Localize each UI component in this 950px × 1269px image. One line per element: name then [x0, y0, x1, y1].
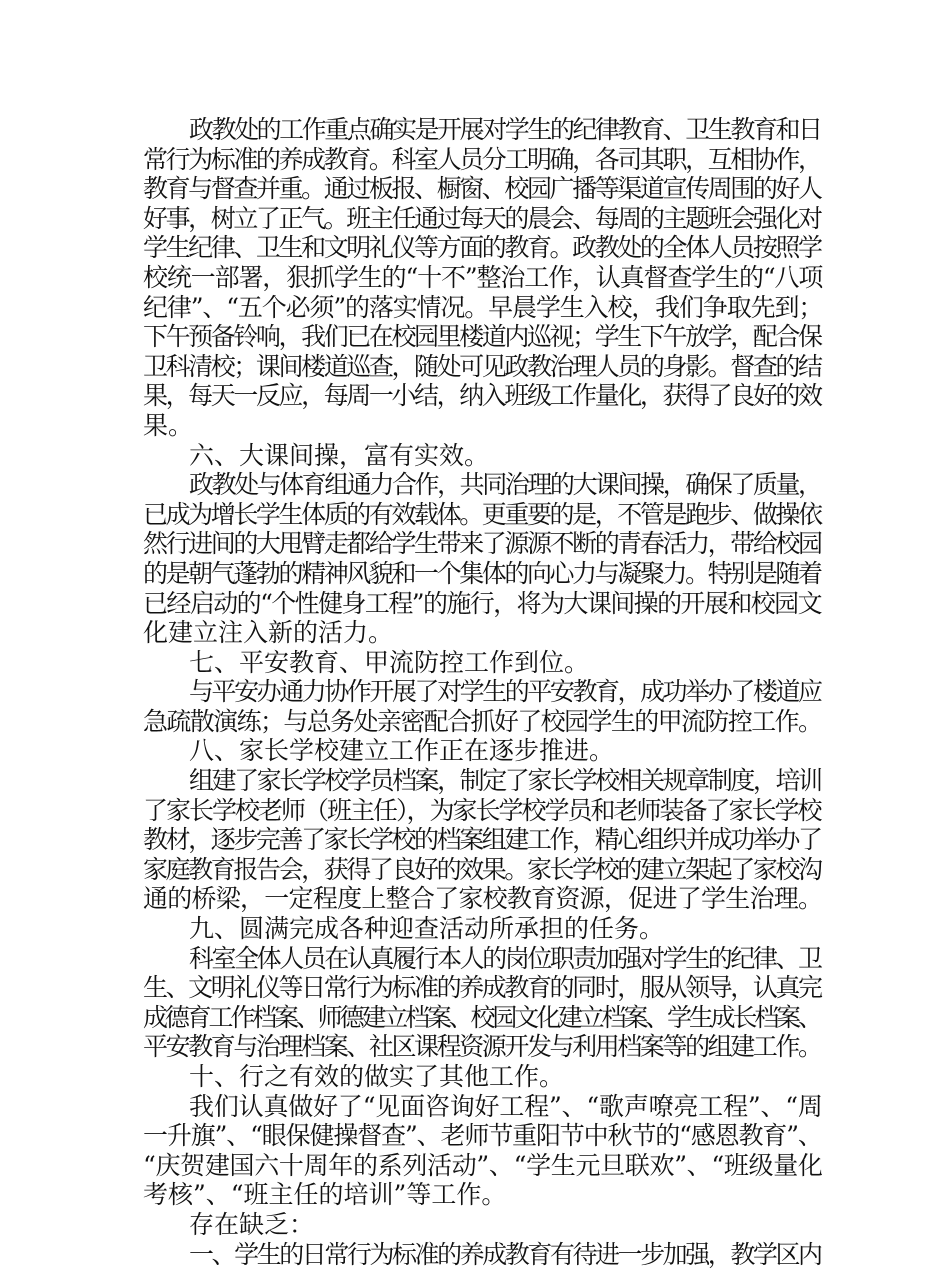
text-line: 我们认真做好了“见面咨询好工程”、“歌声嘹亮工程”、“周: [189, 1091, 823, 1121]
text-line: 组建了家长学校学员档案，制定了家长学校相关规章制度，培训: [189, 766, 821, 796]
text-line: 十、行之有效的做实了其他工作。: [189, 1062, 565, 1091]
text-line: 政教处的工作重点确实是开展对学生的纪律教育、卫生教育和日: [189, 115, 821, 144]
text-line: 六、大课间操，富有实效。: [189, 440, 490, 470]
text-line: 八、家长学校建立工作正在逐步推进。: [189, 736, 615, 766]
text-line: 与平安办通力协作开展了对学生的平安教育，成功举办了楼道应: [189, 677, 821, 707]
text-line: 存在缺乏：: [189, 1209, 315, 1239]
text-line: 已成为增长学生体质的有效载体。更重要的是，不管是跑步、做操依: [143, 499, 821, 529]
text-line: 通的桥梁，一定程度上整合了家校教育资源，促进了学生治理。: [143, 884, 823, 914]
document-page: [143, 115, 823, 1269]
text-line: 果。: [143, 410, 194, 440]
text-line: 了家长学校老师（班主任），为家长学校学员和老师装备了家长学校: [143, 795, 821, 825]
text-line: 一、学生的日常行为标准的养成教育有待进一步加强，教学区内: [189, 1239, 821, 1269]
text-line: 生、文明礼仪等日常行为标准的养成教育的同时，服从领导，认真完: [143, 973, 821, 1003]
text-line: “庆贺建国六十周年的系列活动”、“学生元旦联欢”、“班级量化: [143, 1150, 823, 1180]
text-line: 急疏散演练；与总务处亲密配合抓好了校园学生的甲流防控工作。: [143, 706, 822, 736]
text-line: 平安教育与治理档案、社区课程资源开发与利用档案等的组建工作。: [143, 1032, 821, 1062]
text-line: 政教处与体育组通力合作，共同治理的大课间操，确保了质量，: [189, 470, 821, 500]
text-line: 七、平安教育、甲流防控工作到位。: [189, 647, 590, 677]
text-line: 化建立注入新的活力。: [143, 618, 394, 648]
text-line: 纪律”、“五个必须”的落实情况。早晨学生入校，我们争取先到；: [143, 292, 823, 322]
text-line: 然行进间的大甩臂走都给学生带来了源源不断的青春活力，带给校园: [143, 529, 821, 559]
text-line: 下午预备铃响，我们已在校园里楼道内巡视；学生下午放学，配合保: [143, 322, 821, 352]
text-line: 科室全体人员在认真履行本人的岗位职责加强对学生的纪律、卫: [189, 943, 821, 973]
text-line: 教材，逐步完善了家长学校的档案组建工作，精心组织并成功举办了: [143, 825, 821, 855]
text-line: 学生纪律、卫生和文明礼仪等方面的教育。政教处的全体人员按照学: [143, 233, 821, 263]
text-line: 的是朝气蓬勃的精神风貌和一个集体的向心力与凝聚力。特别是随着: [143, 558, 821, 588]
text-line: 九、圆满完成各种迎查活动所承担的任务。: [189, 914, 665, 944]
text-line: 成德育工作档案、师德建立档案、校园文化建立档案、学生成长档案、: [143, 1002, 820, 1032]
text-line: 教育与督查并重。通过板报、橱窗、校园广播等渠道宣传周围的好人: [143, 174, 821, 204]
text-line: 家庭教育报告会，获得了良好的效果。家长学校的建立架起了家校沟: [143, 854, 821, 884]
text-line: 已经启动的“个性健身工程”的施行，将为大课间操的开展和校园文: [143, 588, 821, 618]
text-line: 好事，树立了正气。班主任通过每天的晨会、每周的主题班会强化对: [143, 203, 821, 233]
text-line: 校统一部署，狠抓学生的“十不”整治工作，认真督查学生的“八项: [143, 262, 823, 292]
text-line: 卫科清校；课间楼道巡查，随处可见政教治理人员的身影。督查的结: [143, 351, 821, 381]
text-line: 考核”、“班主任的培训”等工作。: [143, 1180, 507, 1210]
text-line: 常行为标准的养成教育。科室人员分工明确，各司其职，互相协作，: [143, 144, 821, 174]
text-line: 一升旗”、“眼保健操督查”、老师节重阳节中秋节的“感恩教育”、: [143, 1121, 822, 1151]
text-line: 果，每天一反应，每周一小结，纳入班级工作量化，获得了良好的效: [143, 381, 821, 411]
